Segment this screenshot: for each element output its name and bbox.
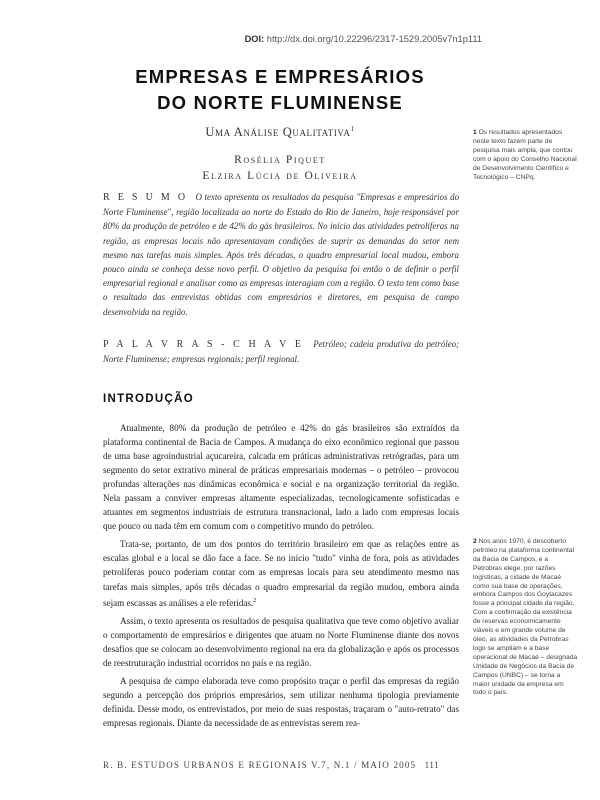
keywords-label: P A L A V R A S - C H A V E [103, 339, 304, 350]
author-list [100, 152, 460, 184]
footnote-text: Nos anos 1970, é descoberto petróleo na plataforma continental da Bacia de Campos, e a Petrobras elege, por razões logísticas, a cidade de Macaé como sua base de operações, embora Campos dos Goytacazes fosse a principal cidade da região. Com a confirmação da existência de reservas economicamente viáveis e em grande volume de óleo, as atividades da Petrobras logo se ampliam e a base operacional de Macaé – designada Unidade de Negócios da Bacia de Campos (UNBC) – se torna a maior unidade da empresa em todo o país. [473, 538, 578, 697]
section-heading: INTRODUÇÃO [103, 393, 194, 405]
footnote-text: Os resultados apresentados neste texto fazem parte de pesquisa mais ampla, que contou com o apoio do Conselho Nacional de Desenvolvimento Científico e Tecnológico – CNPq. [473, 129, 577, 181]
author-name: Rosélia Piquet [234, 154, 326, 166]
footnote-ref-1[interactable]: 1 [350, 125, 355, 133]
paragraph-text: Trata-se, portanto, de um dos pontos do território brasileiro em que as relações entre as escalas global e a local se dão face a face. Se no início "tudo" vinha de fora, pois as atividades petrolíferas pouco poderiam contar com as empresas locais para seu atendimento mesmo nas tarefas mais simples, após três décadas o quadro empresarial da região mudou, embora ainda sejam escassas as análises a ele referidas. [103, 539, 459, 608]
footnote-number: 2 [473, 538, 477, 545]
abstract-label: R E S U M O [103, 192, 188, 203]
paragraph: Atualmente, 80% da produção de petróleo e 42% do gás brasileiros são extraídos da plataforma continental de Bacia de Campos. A mudança do eixo econômico regional que passou de uma base agroindustrial açucareira, calcada em práticas administrativas retrógradas, para um segmento do setor extrativo mineral de práticas empresariais modernas – o petróleo – provocou profundas alterações nas dinâmicas econômica e social e na organização territorial da região. Nela passam a conviver empresas altamente especializadas, tecnologicamente sofisticadas e atuantes em segmentos industriais de estrutura transnacional, lado a lado com empresas locais que pouco ou nada têm em comum com o competitivo mundo do petróleo. [103, 423, 459, 532]
page-footer [103, 760, 459, 770]
paragraph [103, 537, 459, 609]
body-text [103, 421, 459, 730]
article-title [100, 64, 460, 116]
page-number: 111 [424, 760, 439, 770]
doi-line [245, 34, 482, 44]
footnote-2 [473, 538, 578, 698]
footnote-1 [473, 129, 578, 182]
keywords [103, 337, 459, 366]
keywords-text: Petróleo; cadeia produtiva do petróleo; Norte Fluminense; empresas regionais; perfil regional. [103, 339, 459, 365]
doi-label: DOI: [244, 34, 265, 44]
subtitle-text: Uma Análise Qualitativa [205, 125, 351, 140]
author-name: Elzira Lúcia de Oliveira [202, 170, 358, 182]
article-subtitle [100, 125, 460, 140]
journal-citation: R. B. ESTUDOS URBANOS E REGIONAIS V.7, N.1 / MAIO 2005 [103, 760, 417, 770]
abstract [103, 190, 459, 319]
footnote-number: 1 [473, 129, 477, 136]
title-line-1: EMPRESAS E EMPRESÁRIOS [135, 66, 425, 87]
title-line-2: DO NORTE FLUMINENSE [157, 92, 403, 113]
paragraph: Assim, o texto apresenta os resultados de pesquisa qualitativa que teve como objetivo avaliar o comportamento de empresários e dirigentes que atuam no Norte Fluminense diante dos novos desafios que se colocam ao desenvolvimento regional na era da globalização e após os processos de reestruturação industrial ocorridos no país e na região. [103, 615, 459, 668]
abstract-text: O texto apresenta os resultados da pesquisa "Empresas e empresários do Norte Fluminense", região localizada ao norte do Estado do Rio de Janeiro, hoje responsável por 80% da produção de petróleo e de 42% do gás brasileiros. No início das atividades petrolíferas na região, as empresas locais não apresentavam condições de suprir as demandas do setor nem mesmo nas tarefas mais simples. Após três décadas, o quadro empresarial local mudou, embora pouco ainda se conheça desse novo perfil. O objetivo da pesquisa foi então o de definir o perfil empresarial regional e analisar como as empresas interagiam com a região. O texto tem como base o resultado das entrevistas obtidas com empresários e diretores, em pesquisa de campo desenvolvida na região. [103, 192, 460, 317]
doi-link[interactable]: http://dx.doi.org/10.22296/2317-1529.2005v7n1p111 [266, 34, 482, 44]
footnote-ref-2[interactable]: 2 [253, 597, 257, 604]
paragraph: A pesquisa de campo elaborada teve como propósito traçar o perfil das empresas da região segundo a percepção dos próprios empresários, sem utilizar nenhuma tipologia previamente definida. Desse modo, os entrevistados, por meio de suas respostas, traçaram o "auto-retrato" das empresas regionais. Diante da necessidade de as entrevistas serem rea- [103, 675, 459, 728]
